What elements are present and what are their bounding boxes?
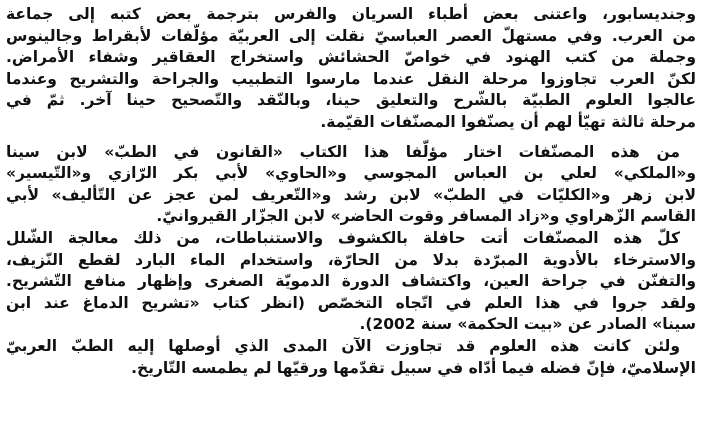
- paragraph-4: [6, 336, 696, 379]
- text-line: من العرب. وفي مستهلّ العصر العباسيّ نقلت إلى العربيّة مؤلّفات لأبقراط وجالينوس: [6, 26, 696, 45]
- text-line: من هذه المصنّفات اختار مؤلّفا هذا الكتاب «القانون في الطبّ» لابن سينا: [6, 142, 680, 161]
- text-line: مرحلة ثالثة تهيّأ لهم أن يصنّفوا المصنّفات القيّمة.: [320, 112, 696, 131]
- text-line: عالجوا العلوم الطبيّة بالشّرح والتعليق حينا، وبالنّقد والتّصحيح حينا آخر. ثمّ في: [6, 91, 696, 110]
- text-line: والاسترخاء بالأدوية المبرّدة بدلا من الحارّة، واستخدام الماء البارد لقطع النّزيف،: [6, 250, 696, 269]
- text-line: والتفنّن في جراحة العين، واكتشاف الدورة الدمويّة الصغرى وإظهار منافع التّشريح.: [6, 272, 696, 291]
- text-line: ولئن كانت هذه العلوم قد تجاوزت الآن المدى الذي أوصلها إليه الطبّ العربيّ: [6, 336, 680, 355]
- text-line: وجنديسابور، واعتنى بعض أطباء السريان والفرس بترجمة بعض كتبه إلى جماعة: [6, 5, 696, 23]
- text-line: الإسلاميّ، فإنّ فضله فيما أدّاه في سبيل تقدّمها ورقيّها لم يطمسه التّاريخ.: [131, 358, 696, 377]
- text-line: كلّ هذه المصنّفات أتت حافلة بالكشوف والاستنباطات، من ذلك معالجة الشّلل: [6, 228, 680, 247]
- text-line: و«الملكي» لعلي بن العباس المجوسي و«الحاوي» لأبي بكر الرّازي و«التّيسير»: [6, 164, 696, 183]
- text-line: سينا» الصادر عن «بيت الحكمة» سنة 2002).: [359, 315, 696, 334]
- paragraph-1: [6, 4, 696, 134]
- paragraph-3: [6, 228, 696, 336]
- text-line: لكنّ العرب تجاوزوا مرحلة النقل عندما مارسوا التطبيب والجراحة والتشريح وعندما: [6, 69, 696, 88]
- text-line: القاسم الزّهراوي و«زاد المسافر وقوت الحاضر» لابن الجزّار القيروانيّ.: [156, 207, 696, 226]
- text-line: وجملة من كتب الهنود في خواصّ الحشائش واستخراج العقاقير وشفاء الأمراض.: [6, 48, 696, 67]
- text-line: ولقد جروا في هذا العلم في اتّجاه التخصّص (انظر كتاب «تشريح الدماغ عند ابن: [6, 293, 696, 312]
- paragraph-2: [6, 142, 696, 228]
- text-line: لابن زهر و«الكليّات في الطبّ» لابن رشد و«التّعريف لمن عجز عن التّأليف» لأبي: [6, 185, 696, 204]
